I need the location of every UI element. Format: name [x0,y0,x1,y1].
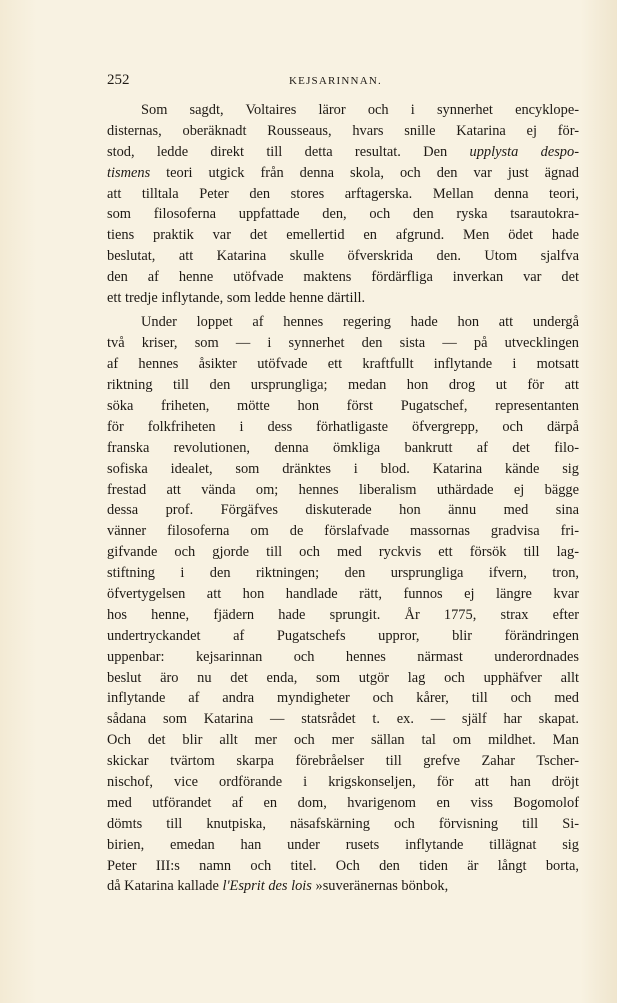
text-run: Som sagdt, Voltaires läror och i synnerhet encyklope- [141,102,579,118]
italic-text: tismens [107,164,151,181]
text-line [107,100,579,121]
text-run: den af henne utöfvade maktens fördärfliga inverkan var det [107,269,579,286]
text-line [107,438,579,459]
text-line [107,563,579,584]
text-run: söka friheten, mötte hon först Pugatschef, representanten [107,397,579,414]
text-run: stod, ledde direkt till detta resultat. Den [107,143,470,160]
text-line [107,688,579,709]
text-line [107,288,579,309]
text-run: birien, emedan han under rusets inflytande tillägnat sig [107,836,579,853]
text-run: öfvertygelsen att hon handlade rätt, funnos ej längre kvar [107,585,579,602]
text-line [107,375,579,396]
text-line [107,246,579,267]
text-line [107,709,579,730]
text-line [107,626,579,647]
text-line [107,751,579,772]
text-line [107,267,579,288]
text-line [107,668,579,689]
text-run: franska revolutionen, denna ömkliga bankrutt af det filo- [107,439,579,456]
text-run: dessa prof. Förgäfves diskuterade hon ännu med sina [107,502,579,519]
text-line [107,500,579,521]
text-run: Och det blir allt mer och mer sällan tal om mildhet. Man [107,732,579,749]
text-run: dömts till knutpiska, näsafskärning och förvisning till Si- [107,815,579,832]
text-run: som filosoferna uppfattade den, och den ryska tsarautokra- [107,206,579,223]
text-run: undertryckandet af Pugatschefs uppror, blir förändringen [107,627,579,644]
italic-text: upplysta despo- [469,143,579,160]
text-line [107,876,579,897]
text-run: för folkfriheten i dess förhatligaste öfvergrepp, och därpå [107,418,579,435]
text-line [107,312,579,333]
text-line [107,793,579,814]
text-run: teori utgick från denna skola, och den var just ägnad [150,164,579,181]
page-number: 252 [107,72,130,88]
text-line [107,647,579,668]
text-line [107,225,579,246]
text-line [107,814,579,835]
text-run: beslutat, att Katarina skulle öfverskrida den. Utom sjalfva [107,248,579,265]
text-line [107,184,579,205]
text-line [107,772,579,793]
text-line [107,163,579,184]
text-line [107,542,579,563]
page-header [107,72,579,92]
running-head: KEJSARINNAN. [289,75,382,87]
text-run: hos henne, fjädern hade sprungit. År 1775, strax efter [107,606,579,623]
text-run: stiftning i den riktningen; den ursprungliga ifvern, tron, [107,565,579,582]
text-run: nischof, vice ordförande i krigskonseljen, för att han dröjt [107,774,579,790]
text-run: af hennes åsikter utöfvade ett kraftfullt inflytande i motsatt [107,356,579,373]
text-run: skickar tvärtom skarpa förebråelser till grefve Zahar Tscher- [107,753,579,770]
text-run: ett tredje inflytande, som ledde henne därtill. [107,290,366,307]
text-run: gifvande och gjorde till och med ryckvis ett försök till lag- [107,544,579,561]
text-line [107,835,579,856]
text-line [107,605,579,626]
text-run: beslut äro nu det enda, som utgör lag och upphäfver allt [107,669,579,686]
text-run: Under loppet af hennes regering hade hon att undergå [141,314,579,331]
text-run: sådana som Katarina — statsrådet t. ex. — själf har skapat. [107,711,579,728]
body-text [107,100,579,897]
text-line [107,730,579,751]
text-run: sofiska idealet, som dränktes i blod. Katarina kände sig [107,460,579,477]
text-run: två kriser, som — i synnerhet den sista — på utvecklingen [107,335,579,352]
text-run: disternas, oberäknadt Rousseaus, hvars snille Katarina ej för- [107,122,579,139]
text-run: riktning till den ursprungliga; medan hon drog ut för att [107,377,579,394]
text-run: tiens praktik var det emellertid en afgrund. Men ödet hade [107,227,579,244]
text-line [107,480,579,501]
text-line [107,142,579,163]
italic-text: l'Esprit des lois [222,878,312,895]
text-run: uppenbar: kejsarinnan och hennes närmast underordnades [107,648,579,665]
text-run: då Katarina kallade [107,878,223,895]
text-line [107,459,579,480]
text-run: frestad att vända om; hennes liberalism uthärdade ej bägge [107,481,579,498]
text-run: »suveränernas bönbok, [311,878,449,895]
text-line [107,121,579,142]
text-line [107,204,579,225]
text-run: med utförandet af en dom, hvarigenom en viss Bogomolof [107,794,579,811]
text-line [107,333,579,354]
text-run: inflytande af andra myndigheter och kårer, till och med [107,690,579,707]
text-run: vänner filosoferna om de förslafvade massornas gradvisa fri- [107,523,579,540]
text-line [107,417,579,438]
text-line [107,856,579,877]
text-line [107,521,579,542]
text-run: Peter III:s namn och titel. Och den tiden är långt borta, [107,857,579,874]
text-line [107,396,579,417]
text-run: att tilltala Peter den stores arftagerska. Mellan denna teori, [107,185,579,202]
text-line [107,584,579,605]
text-line [107,354,579,375]
